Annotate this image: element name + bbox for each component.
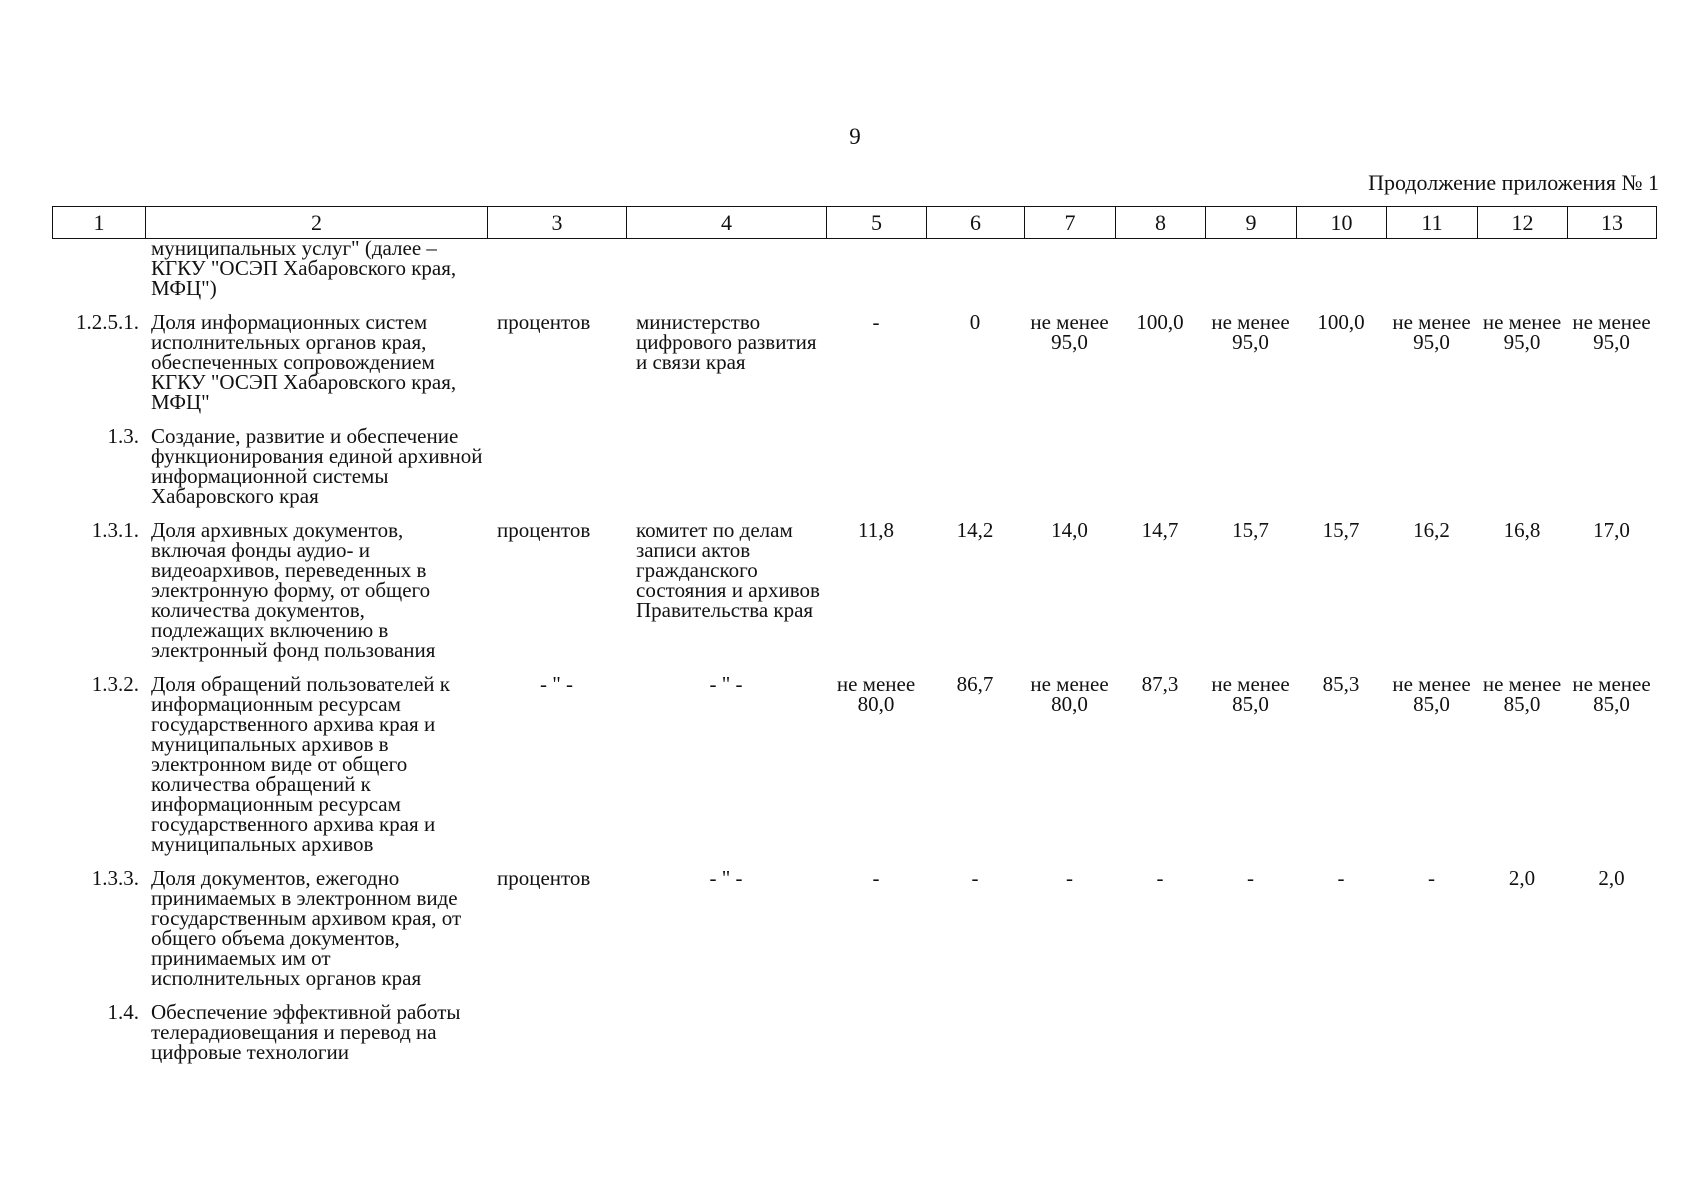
header-cell: 1 [53, 207, 146, 239]
value-cell: 100,0 [1317, 312, 1365, 334]
indicator-name: Создание, развитие и обеспечение функционирования единой архивной информационной системы Хабаровского края [151, 426, 483, 508]
responsible-cell: министерство цифрового развития и связи края [636, 312, 817, 374]
value-cell: 87,3 [1141, 674, 1179, 696]
responsible-cell: - " - [709, 674, 743, 696]
row-number: 1.3. [107, 426, 139, 448]
value-cell: - [1066, 868, 1073, 890]
value-cell: - [1247, 868, 1254, 890]
responsible-cell: комитет по делам записи актов гражданского состояния и архивов Правительства края [636, 520, 820, 622]
unit-cell [487, 426, 626, 520]
value-cell: не менее 80,0 [836, 674, 916, 716]
value-cell [1024, 426, 1115, 520]
value-cell: - [1156, 868, 1164, 890]
value-cell [1477, 1002, 1567, 1076]
value-cell: - [1337, 868, 1345, 890]
header-cell: 11 [1387, 207, 1478, 239]
value-cell: не менее 85,0 [1572, 674, 1651, 716]
header-cell: 7 [1025, 207, 1116, 239]
unit-cell [487, 238, 626, 312]
table-row [52, 426, 1656, 520]
row-number: 1.2.5.1. [76, 312, 139, 334]
value-cell [926, 426, 1024, 520]
unit-cell: процентов [497, 868, 591, 890]
table-row [52, 674, 1656, 868]
value-cell: не менее 95,0 [1572, 312, 1651, 354]
indicator-name: муниципальных услуг" (далее – КГКУ "ОСЭП Хабаровского края, МФЦ") [151, 238, 457, 300]
responsible-cell [626, 238, 826, 312]
responsible-cell: - " - [709, 868, 743, 890]
value-cell: - [1428, 868, 1435, 890]
value-cell [1024, 238, 1115, 312]
table-row [52, 1002, 1656, 1076]
continuation-title: Продолжение приложения № 1 [1368, 170, 1659, 195]
header-cell: 3 [488, 207, 627, 239]
value-cell: - [872, 868, 880, 890]
value-cell [1386, 238, 1477, 312]
indicator-table [52, 238, 1656, 1076]
header-cell: 5 [827, 207, 927, 239]
value-cell: - [872, 312, 880, 334]
value-cell: 17,0 [1593, 520, 1630, 542]
value-cell: не менее 95,0 [1392, 312, 1471, 354]
value-cell: 2,0 [1508, 868, 1536, 890]
row-number: 1.3.3. [91, 868, 139, 890]
value-cell [1296, 1002, 1386, 1076]
header-cell: 4 [627, 207, 827, 239]
value-cell: не менее 80,0 [1030, 674, 1109, 716]
header-cell: 9 [1206, 207, 1297, 239]
value-cell: 14,7 [1141, 520, 1179, 542]
indicator-name: Доля архивных документов, включая фонды аудио- и видеоархивов, переведенных в электронную форму, от общего количества документов, подлежащих включению в электронный фонд пользования [151, 520, 436, 662]
value-cell [1115, 1002, 1205, 1076]
unit-cell: процентов [497, 520, 591, 542]
unit-cell: - " - [539, 674, 574, 696]
value-cell: 16,8 [1503, 520, 1541, 542]
value-cell [826, 1002, 926, 1076]
value-cell [1205, 238, 1296, 312]
value-cell: - [971, 868, 979, 890]
header-cell: 6 [927, 207, 1025, 239]
header-cell: 8 [1116, 207, 1206, 239]
value-cell: не менее 85,0 [1392, 674, 1471, 716]
value-cell: 2,0 [1598, 868, 1625, 890]
table-row [52, 520, 1656, 674]
table-row [52, 238, 1656, 312]
row-number: 1.3.2. [91, 674, 139, 696]
page-number: 9 [849, 124, 861, 149]
value-cell [1567, 426, 1656, 520]
value-cell [1296, 238, 1386, 312]
value-cell [1205, 426, 1296, 520]
value-cell: 15,7 [1232, 520, 1269, 542]
unit-cell [487, 1002, 626, 1076]
value-cell: 15,7 [1322, 520, 1360, 542]
value-cell [1477, 426, 1567, 520]
value-cell: 0 [969, 312, 981, 334]
value-cell [1567, 238, 1656, 312]
unit-cell: процентов [497, 312, 591, 334]
value-cell [1024, 1002, 1115, 1076]
value-cell [1477, 238, 1567, 312]
row-number [52, 238, 145, 312]
table-row [52, 868, 1656, 1002]
indicator-name: Доля обращений пользователей к информационным ресурсам государственного архива края и муниципальных архивов в электронном виде от общего количества обращений к информационным ресурсам государственного архива края и муниципальных архивов [151, 674, 450, 856]
header-cell: 10 [1297, 207, 1387, 239]
value-cell [826, 426, 926, 520]
value-cell: 86,7 [956, 674, 994, 696]
indicator-name: Доля информационных систем исполнительных органов края, обеспеченных сопровождением КГКУ "ОСЭП Хабаровского края, МФЦ" [151, 312, 457, 414]
responsible-cell [626, 426, 826, 520]
header-row [53, 207, 1657, 239]
value-cell [826, 238, 926, 312]
value-cell: 11,8 [858, 520, 894, 542]
header-cell: 13 [1568, 207, 1657, 239]
indicator-name: Обеспечение эффективной работы телерадиовещания и перевод на цифровые технологии [151, 1002, 461, 1064]
value-cell [1386, 426, 1477, 520]
value-cell [1296, 426, 1386, 520]
value-cell: не менее 85,0 [1211, 674, 1290, 716]
value-cell: 14,2 [956, 520, 994, 542]
header-cell: 2 [146, 207, 488, 239]
value-cell: не менее 95,0 [1482, 312, 1562, 354]
table-row [52, 312, 1656, 426]
indicator-name: Доля документов, ежегодно принимаемых в электронном виде государственным архивом края, от общего объема документов, принимаемых им от исполнительных органов края [151, 868, 462, 990]
value-cell [926, 238, 1024, 312]
value-cell: не менее 95,0 [1211, 312, 1290, 354]
value-cell [926, 1002, 1024, 1076]
value-cell [1205, 1002, 1296, 1076]
value-cell [1115, 238, 1205, 312]
value-cell [1115, 426, 1205, 520]
responsible-cell [626, 1002, 826, 1076]
row-number: 1.4. [107, 1002, 139, 1024]
row-number: 1.3.1. [91, 520, 139, 542]
value-cell: не менее 85,0 [1482, 674, 1562, 716]
value-cell: 14,0 [1051, 520, 1088, 542]
value-cell: не менее 95,0 [1030, 312, 1109, 354]
column-number-header [52, 206, 1657, 239]
value-cell: 16,2 [1413, 520, 1450, 542]
header-cell: 12 [1478, 207, 1568, 239]
value-cell [1567, 1002, 1656, 1076]
value-cell: 100,0 [1136, 312, 1184, 334]
value-cell: 85,3 [1322, 674, 1360, 696]
value-cell [1386, 1002, 1477, 1076]
